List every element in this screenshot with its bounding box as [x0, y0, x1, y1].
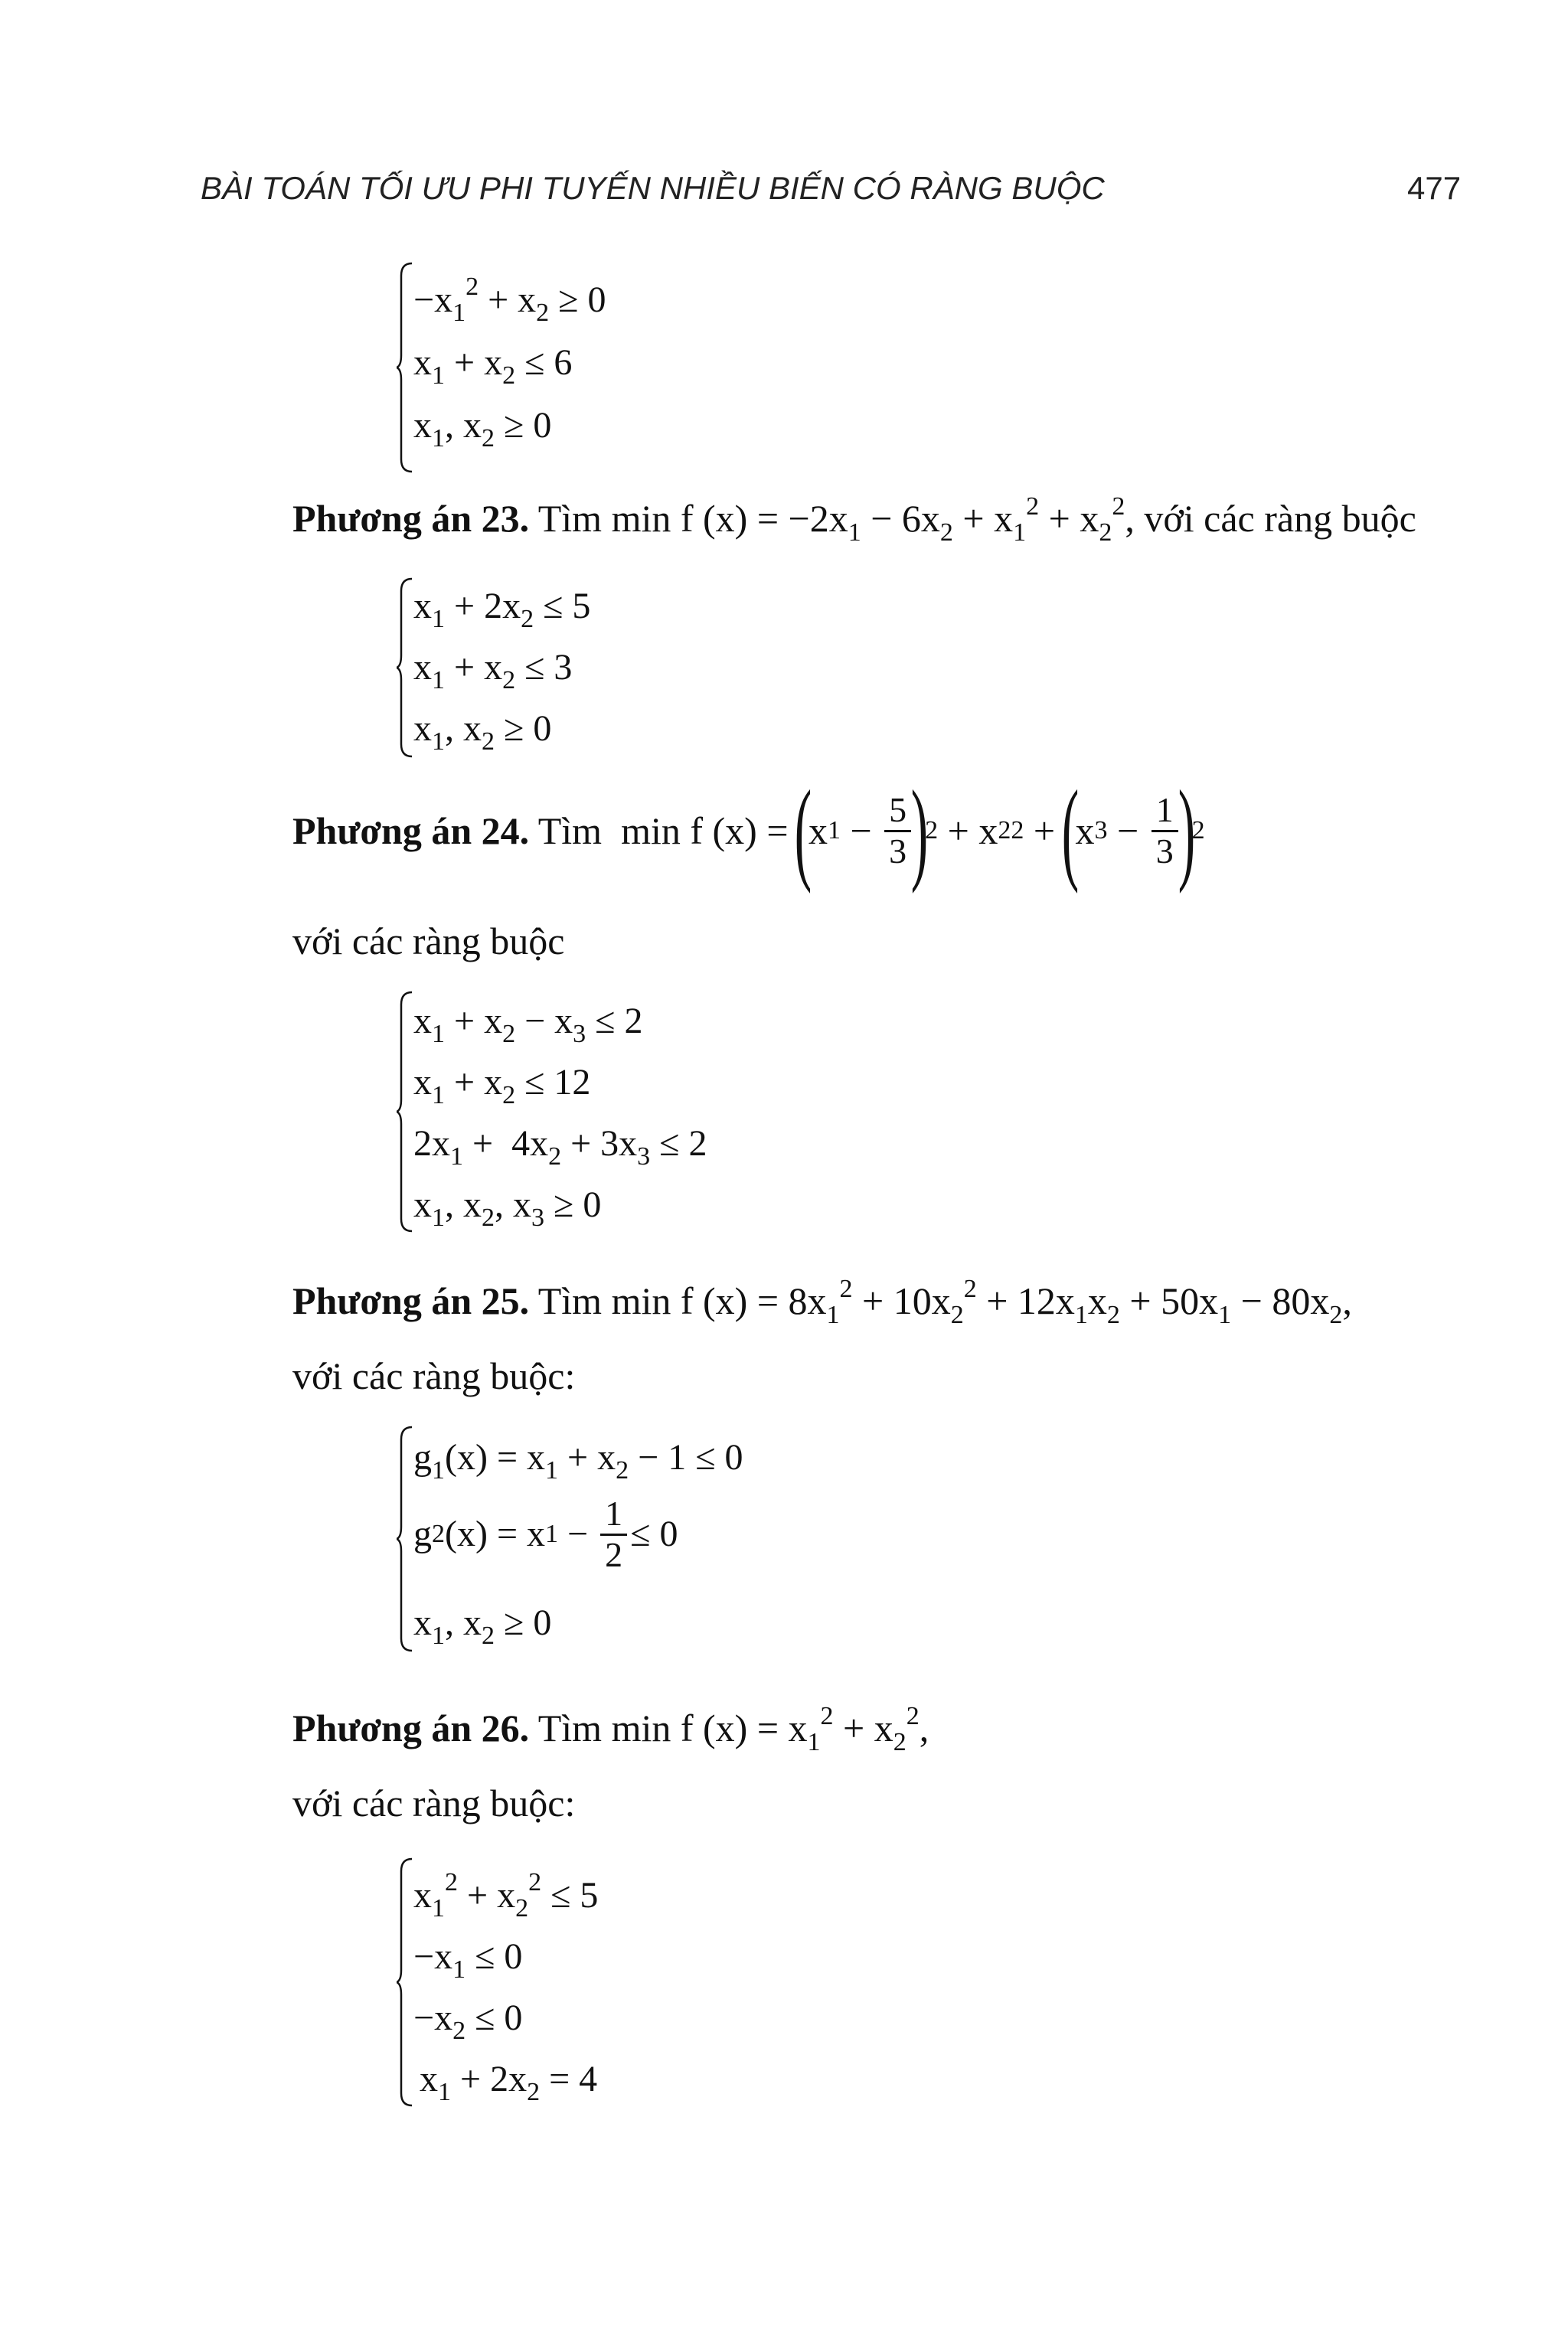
problem-23-statement: Phương án 23. Tìm min f $(x) = -2x_1 - 6x_2 + x_1^2 + x_2^2$, với các ràng buộc: [292, 492, 1416, 547]
constraint-system-25: [397, 1424, 825, 1654]
squared-term-3: ( x 3 − $\frac{1}{3}$ ) 2: [1061, 767, 1205, 894]
squared-term-1: ( x 1 − $\frac{5}{3}$ ) 2: [794, 767, 939, 894]
constraint-line: $x_1$, $x_2 \ge 0$: [413, 708, 552, 756]
constraint-line: $x_1 + x_2 - x_3 \le 2$: [413, 1001, 643, 1048]
left-brace: [397, 1856, 413, 2109]
running-header: BÀI TOÁN TỐI ƯU PHI TUYẾN NHIỀU BIẾN CÓ RÀNG BUỘC: [201, 170, 1105, 206]
fraction: $\frac{1}{2}$: [600, 1494, 627, 1574]
constraint-line: $2x_1 + 4x_2 + 3x_3 \le 2$: [413, 1123, 707, 1171]
constraint-line: g 2 (x) = x 1 − $\frac{1}{2}$ ≤ 0: [413, 1493, 678, 1574]
fraction: $\frac{5}{3}$: [884, 791, 911, 871]
constraint-line: $g_1(x) = x_1 + x_2 - 1 \le 0$: [413, 1437, 743, 1485]
constraint-line: $x_1^2 + x_2^2 \le 5$: [413, 1868, 599, 1922]
problem-25-constraints-intro: với các ràng buộc:: [292, 1354, 576, 1397]
constraint-line: $x_1 + x_2 \le 6$: [413, 342, 573, 390]
constraint-line: $-x_2 \le 0$: [413, 1998, 523, 2045]
constraint-line: $x_1$, $x_2 \ge 0$: [413, 1602, 552, 1650]
fraction: $\frac{1}{3}$: [1152, 791, 1178, 871]
constraint-line: $x_1 + 2x_2 \le 5$: [413, 586, 591, 633]
constraint-line: $x_1$, $x_2$, $x_3 \ge 0$: [413, 1184, 602, 1232]
problem-25-statement: Phương án 25. Tìm min f $(x) = 8x_1^2 + 10x_2^2 + 12x_1x_2 + 50x_1 - 80x_2$,: [292, 1275, 1352, 1329]
problem-26-statement: Phương án 26. Tìm min f $(x) = x_1^2 + x_2^2$,: [292, 1702, 929, 1756]
left-brace: [397, 989, 413, 1234]
constraint-system-top: [397, 260, 703, 475]
problem-24-constraints-intro: với các ràng buộc: [292, 920, 565, 962]
constraint-line: $x_1 + x_2 \le 3$: [413, 647, 573, 694]
left-brace: [397, 1424, 413, 1654]
left-brace: [397, 576, 413, 760]
constraint-line: $x_1 + x_2 \le 12$: [413, 1062, 591, 1109]
constraint-system-23: [397, 576, 703, 760]
constraint-line: $x_1 + 2x_2 = 4$: [420, 2059, 598, 2106]
constraint-system-26: [397, 1856, 749, 2109]
left-brace: [397, 260, 413, 475]
constraint-line: $x_1$, $x_2 \ge 0$: [413, 405, 552, 452]
constraint-line: $-x_1 \le 0$: [413, 1936, 523, 1984]
constraint-system-24: [397, 989, 795, 1234]
problem-24-statement: Phương án 24. Tìm min f (x) = ( x 1 − $\frac{5}{3}$ ) 2 + x 2 2 + ( x 3 − $\frac{1}{3}$ ) 2: [292, 767, 1205, 894]
problem-26-constraints-intro: với các ràng buộc:: [292, 1782, 576, 1824]
constraint-line: $-x_1^2 + x_2 \ge 0$: [413, 273, 606, 327]
page-number: 477: [1407, 170, 1462, 206]
